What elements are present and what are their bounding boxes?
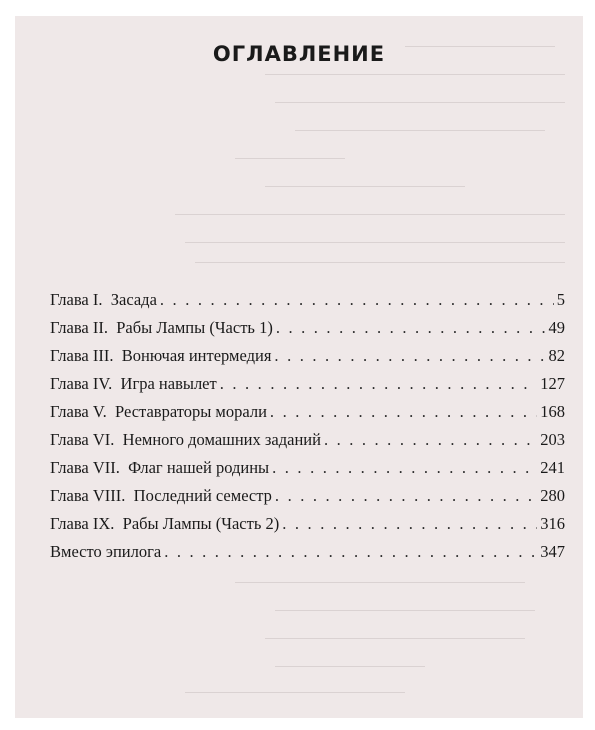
toc-entry-page: 127 (540, 374, 565, 393)
dot-leader (220, 374, 538, 394)
book-page (15, 16, 583, 718)
toc-entry (50, 486, 565, 514)
toc-entry (50, 430, 565, 458)
toc-entry (50, 346, 565, 374)
toc-entry-page: 5 (556, 290, 565, 309)
page-title: ОГЛАВЛЕНИЕ (212, 42, 386, 66)
dot-leader (275, 486, 537, 506)
toc-entry (50, 374, 565, 402)
toc-entry-label: Вместо эпилога (50, 542, 162, 561)
dot-leader (324, 430, 537, 450)
toc-entry-label: Глава IX. Рабы Лампы (Часть 2) (50, 514, 280, 533)
toc-entry-label: Глава VI. Немного домашних заданий (50, 430, 321, 449)
toc-entry (50, 542, 565, 570)
toc-entry-page: 241 (540, 458, 565, 477)
toc-entry-label: Глава V. Реставраторы морали (50, 402, 267, 421)
toc-entry-label: Глава VII. Флаг нашей родины (50, 458, 270, 477)
toc-entry (50, 514, 565, 542)
dot-leader (274, 346, 545, 366)
toc-entry (50, 458, 565, 486)
dot-leader (270, 402, 537, 422)
toc-entry-page: 168 (540, 402, 565, 421)
dot-leader (164, 542, 537, 562)
dot-leader (282, 514, 537, 534)
toc-entry-page: 203 (540, 430, 565, 449)
toc-entry-label: Глава IV. Игра навылет (50, 374, 217, 393)
toc-entry-page: 316 (540, 514, 565, 533)
dot-leader (272, 458, 537, 478)
toc-entry (50, 402, 565, 430)
dot-leader (276, 318, 546, 338)
toc-entry-page: 280 (540, 486, 565, 505)
toc-entry-page: 347 (540, 542, 565, 561)
toc-entry-label: Глава II. Рабы Лампы (Часть 1) (50, 318, 273, 337)
table-of-contents (50, 290, 565, 570)
dot-leader (160, 290, 554, 310)
toc-entry-page: 49 (548, 318, 565, 337)
toc-entry-page: 82 (548, 346, 565, 365)
toc-entry-label: Глава VIII. Последний семестр (50, 486, 272, 505)
toc-entry (50, 318, 565, 346)
toc-entry-label: Глава I. Засада (50, 290, 157, 309)
toc-entry (50, 290, 565, 318)
toc-entry-label: Глава III. Вонючая интермедия (50, 346, 272, 365)
